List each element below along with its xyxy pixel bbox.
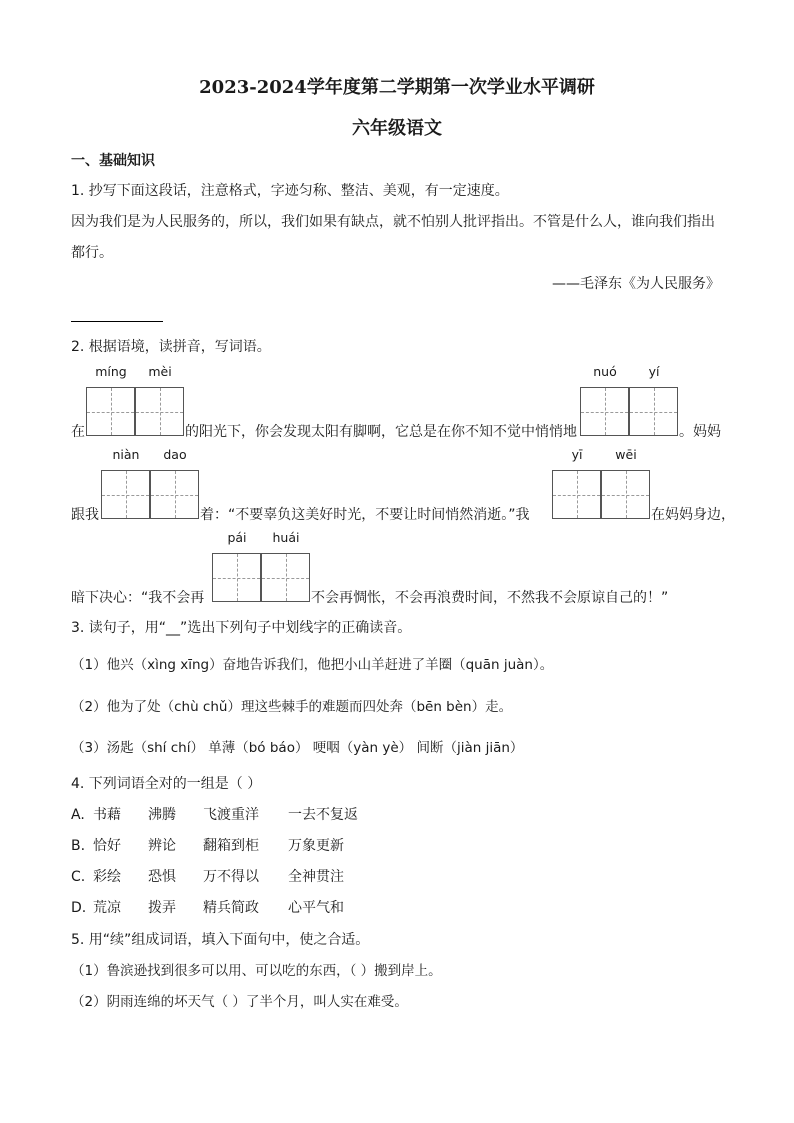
option-word: 一去不复返 <box>288 807 358 823</box>
option-word: 恐惧 <box>148 869 176 885</box>
writing-cell[interactable] <box>135 387 184 436</box>
option-word: 全神贯注 <box>288 869 344 885</box>
writing-cell[interactable] <box>580 387 629 436</box>
q2-prompt: 2. 根据语境，读拼音，写词语。 <box>71 339 271 355</box>
answer-box-mingmei[interactable] <box>86 364 184 436</box>
q3-sentence-2: （2）他为了处（chù chǔ）理这些棘手的难题而四处奔（bēn bèn）走。 <box>71 699 513 715</box>
option-word: 心平气和 <box>288 900 344 916</box>
section-heading: 一、基础知识 <box>71 153 155 169</box>
option-word: 沸腾 <box>148 807 176 823</box>
q5-sentence-1: （1）鲁滨逊找到很多可以用、可以吃的东西，（ ）搬到岸上。 <box>71 963 442 979</box>
answer-box-niandao[interactable] <box>101 447 199 519</box>
option-word: 拨弄 <box>148 900 176 916</box>
option-letter: D. <box>71 900 87 916</box>
option-word: 翻箱到柜 <box>203 838 259 854</box>
q3-sentence-1: （1）他兴（xìng xīng）奋地告诉我们，他把小山羊赶进了羊圈（quān juàn）。 <box>71 657 554 673</box>
document-subtitle: 六年级语文 <box>352 118 442 139</box>
pinyin-label: yí <box>648 364 660 379</box>
option-letter: A. <box>71 807 85 823</box>
option-word: 万象更新 <box>288 838 344 854</box>
option-word: 彩绘 <box>93 869 121 885</box>
pinyin-label: wēi <box>615 447 637 462</box>
pinyin-label: nuó <box>593 364 617 379</box>
writing-cell[interactable] <box>150 470 199 519</box>
pinyin-label: niàn <box>112 447 140 462</box>
q1-source: ——毛泽东《为人民服务》 <box>552 276 720 292</box>
writing-cell[interactable] <box>552 470 601 519</box>
pinyin-label: míng <box>95 364 127 379</box>
divider-line <box>71 321 163 322</box>
q2-row2-text-a: 跟我 <box>71 507 99 523</box>
option-word: 飞渡重洋 <box>203 807 259 823</box>
writing-cell[interactable] <box>212 553 261 602</box>
q5-prompt: 5. 用“续”组成词语，填入下面句中，使之合适。 <box>71 932 370 948</box>
pinyin-label: yī <box>571 447 583 462</box>
writing-cell[interactable] <box>261 553 310 602</box>
q2-row1-text-c: 。妈妈 <box>679 424 721 440</box>
q5-sentence-2: （2）阴雨连绵的坏天气（ ）了半个月，叫人实在难受。 <box>71 994 408 1010</box>
writing-cell[interactable] <box>601 470 650 519</box>
q4-prompt: 4. 下列词语全对的一组是（ ） <box>71 776 262 792</box>
option-word: 辨论 <box>148 838 176 854</box>
writing-cell[interactable] <box>86 387 135 436</box>
answer-box-yiwei[interactable] <box>552 447 650 519</box>
option-word: 书藉 <box>93 807 121 823</box>
answer-box-nuoyi[interactable] <box>580 364 678 436</box>
option-word: 万不得以 <box>203 869 259 885</box>
q2-row2-text-c: 在妈妈身边， <box>651 507 735 523</box>
q1-passage-line1: 因为我们是为人民服务的，所以，我们如果有缺点，就不怕别人批评指出。不管是什么人，谁向我们指出 <box>71 214 715 230</box>
document-title: 2023-2024学年度第二学期第一次学业水平调研 <box>199 77 595 98</box>
pinyin-label: dao <box>163 447 187 462</box>
q2-row1-text-a: 在 <box>71 424 85 440</box>
q2-row2-text-b: 着：“不要辜负这美好时光，不要让时间悄然消逝。”我 <box>200 507 530 523</box>
writing-cell[interactable] <box>629 387 678 436</box>
q2-row1-text-b: 的阳光下，你会发现太阳有脚啊，它总是在你不知不觉中悄悄地 <box>185 424 577 440</box>
q3-sentence-3: （3）汤匙（shí chí） 单薄（bó báo） 哽咽（yàn yè） 间断（jiàn jiān） <box>71 740 524 756</box>
q1-prompt: 1. 抄写下面这段话，注意格式，字迹匀称、整洁、美观，有一定速度。 <box>71 183 509 199</box>
pinyin-label: mèi <box>148 364 172 379</box>
option-word: 精兵简政 <box>203 900 259 916</box>
option-word: 恰好 <box>93 838 121 854</box>
option-letter: C. <box>71 869 86 885</box>
q2-row3-text-a: 暗下决心：“我不会再 <box>71 590 205 606</box>
writing-cell[interactable] <box>101 470 150 519</box>
answer-box-paihuai[interactable] <box>212 530 310 602</box>
option-word: 荒凉 <box>93 900 121 916</box>
q1-passage-line2: 都行。 <box>71 245 113 261</box>
option-letter: B. <box>71 838 86 854</box>
pinyin-label: huái <box>272 530 300 545</box>
pinyin-label: pái <box>227 530 247 545</box>
q2-row3-text-b: 不会再惆怅，不会再浪费时间，不然我不会原谅自己的！” <box>311 590 669 606</box>
q3-prompt: 3. 读句子，用“__”选出下列句子中划线字的正确读音。 <box>71 620 412 636</box>
